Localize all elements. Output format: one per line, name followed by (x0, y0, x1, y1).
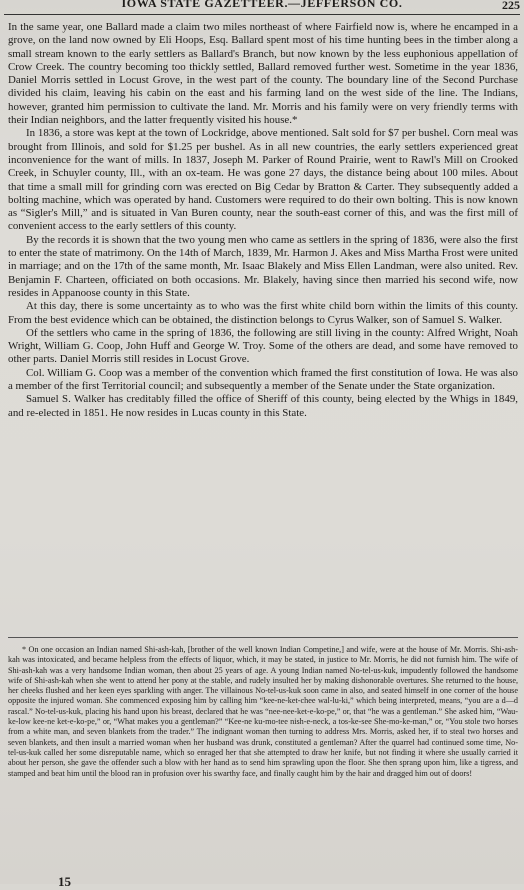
paragraph-store-mills: In 1836, a store was kept at the town of Lockridge, above mentioned. Salt sold for $7 per bushel. Corn meal was brought from Illinois, and sold for $1.25 per bushel. As in all new countries, the early settlers experienced great inconvenience for the want of mills. In 1837, Joseph M. Parker of Round Prairie, went to Rawl's Mill on Crooked Creek, in Schuyler county, Ill., with an ox-team. He was gone 27 days, the distance being about 100 miles. About that time a small mill for grinding corn was erected on Big Cedar by Bratton & Carter. They subsequently added a bolting machine, which was operated by hand. Customers were required to do their own bolting. This is now known as “Sigler's Mill,” and is situated in Van Buren county, near the south-east corner of this, and was the first mill of convenient access to the early settlers of this county. (8, 127, 518, 233)
paragraph-walker: Samuel S. Walker has creditably filled the office of Sheriff of this county, being elected by the Whigs in 1849, and re-elected in 1851. He now resides in Lucas county in this State. (8, 393, 518, 419)
header-rule (4, 14, 520, 15)
paragraph-ballard-morris: In the same year, one Ballard made a claim two miles northeast of where Fairfield now is, where he encamped in a grove, on the land now owned by Eli Hoops, Esq. Ballard spent most of his time hunting bees in the timber along a small stream known to the early settlers as Ballard's Branch, but now known by the less euphonious appellation of Crow Creek. The country becoming too thickly settled, Ballard removed further west. Sometime in the year 1836, Daniel Morris settled in Locust Grove, in the west part of the county. The boundary line of the Second Purchase divided his claim, leaving his cabin on the east and his farming land on the west side of the line. The Indians, however, granted him permission to cultivate the land. Mr. Morris and his family were on very friendly terms with their Indian neighbors, and the latter frequently visited his house.* (8, 21, 518, 127)
page-number: 225 (502, 0, 520, 12)
paragraph-coop: Col. William G. Coop was a member of the convention which framed the first constitution of Iowa. He was also a member of the first Territorial council; and subsequently a member of the Senate under the State organization. (8, 366, 518, 393)
paragraph-first-child: At this day, there is some uncertainty as to who was the first white child born within the limits of this county. From the best evidence which can be obtained, the distinction belongs to Cyrus Walker, son of Samuel S. Walker. (8, 300, 518, 326)
page-header (0, 0, 524, 18)
paragraph-marriages: By the records it is shown that the two young men who came as settlers in the spring of 1836, were also the first to enter the state of matrimony. On the 14th of March, 1839, Mr. Harmon J. Akes and Miss Martha Frost were united in marriage; and on the 17th of the same month, Mr. Isaac Blakely and Miss Ellen Landman, were also united. Rev. Benjamin F. Charteen, officiated on both occasions. Mr. Blakely, having since then married his second wife, now resides in Appanoose county in this State. (8, 233, 518, 299)
footnote-divider (8, 637, 518, 638)
main-text (8, 21, 518, 420)
running-title: IOWA STATE GAZETTEER.—JEFFERSON CO. (121, 0, 403, 10)
paragraph-settlers-living: Of the settlers who came in the spring of 1836, the following are still living in the county: Alfred Wright, Noah Wright, William G. Coop, John Huff and George W. Troy. Some of the others are dead, and some have removed to other parts. Daniel Morris still resides in Locust Grove. (8, 326, 518, 366)
footnote: * On one occasion an Indian named Shi-ash-kah, [brother of the well known Indian Competine,] and wife, were at the house of Mr. Morris. Shi-ash-kah was intoxicated, and became helpless from the effects of liquor, which, it may be stated, in justice to Mr. Morris, he did not furnish him. The wife of Shi-ash-kah was a very handsome Indian woman, then about 25 years of age. A young Indian named No-tel-us-kuk, impudently followed the handsome wife of Shi-ash-kah when she went to attend her pony at the stable, and rudely insulted her by making dishonorable overtures. She returned to the house, her cheeks flushed and her keen eyes sparkling with anger. The villainous No-tel-us-kuk soon came in also, and seated himself in one corner of the house opposite the injured woman. She commenced exposing him by calling him “kee-ne-ket-chee wal-lu-ki,” which being interpreted, means, “you are a d—d rascal.” No-tel-us-kuk, placing his hand upon his breast, declared that he was “nee-nee-ket-e-ko-pe,” or, that “he was a gentleman.” She asked him, “Wau-ke-low kee-ne ket-e-ko-pe,” or, “What makes you a gentleman?” “Kee-ne ku-mo-tee nish-e-neck, a tos-ke-see She-mo-ke-man,” or, “You stole two horses from a white man, and seven blankets from the trader.” The indignant woman then turning to address Mrs. Morris, asked her, if to steal two horses and seven blankets, and then insult a married woman when her husband was drunk, constituted a gentleman? After the quarrel had continued some time, No-tel-us-kuk called her some disreputable name, which so enraged her that she attempted to draw her knife, but not finding it where she usually carried it about her person, she gave the offender such a blow with her hand as to send him sprawling upon the floor. She then sprang upon him, like a tigress, and stamped and beat him until the blood ran in profusion over his swarthy face, and finally caught him by the hair and dragged him out of doors! (8, 645, 518, 778)
signature-mark: 15 (58, 874, 71, 889)
